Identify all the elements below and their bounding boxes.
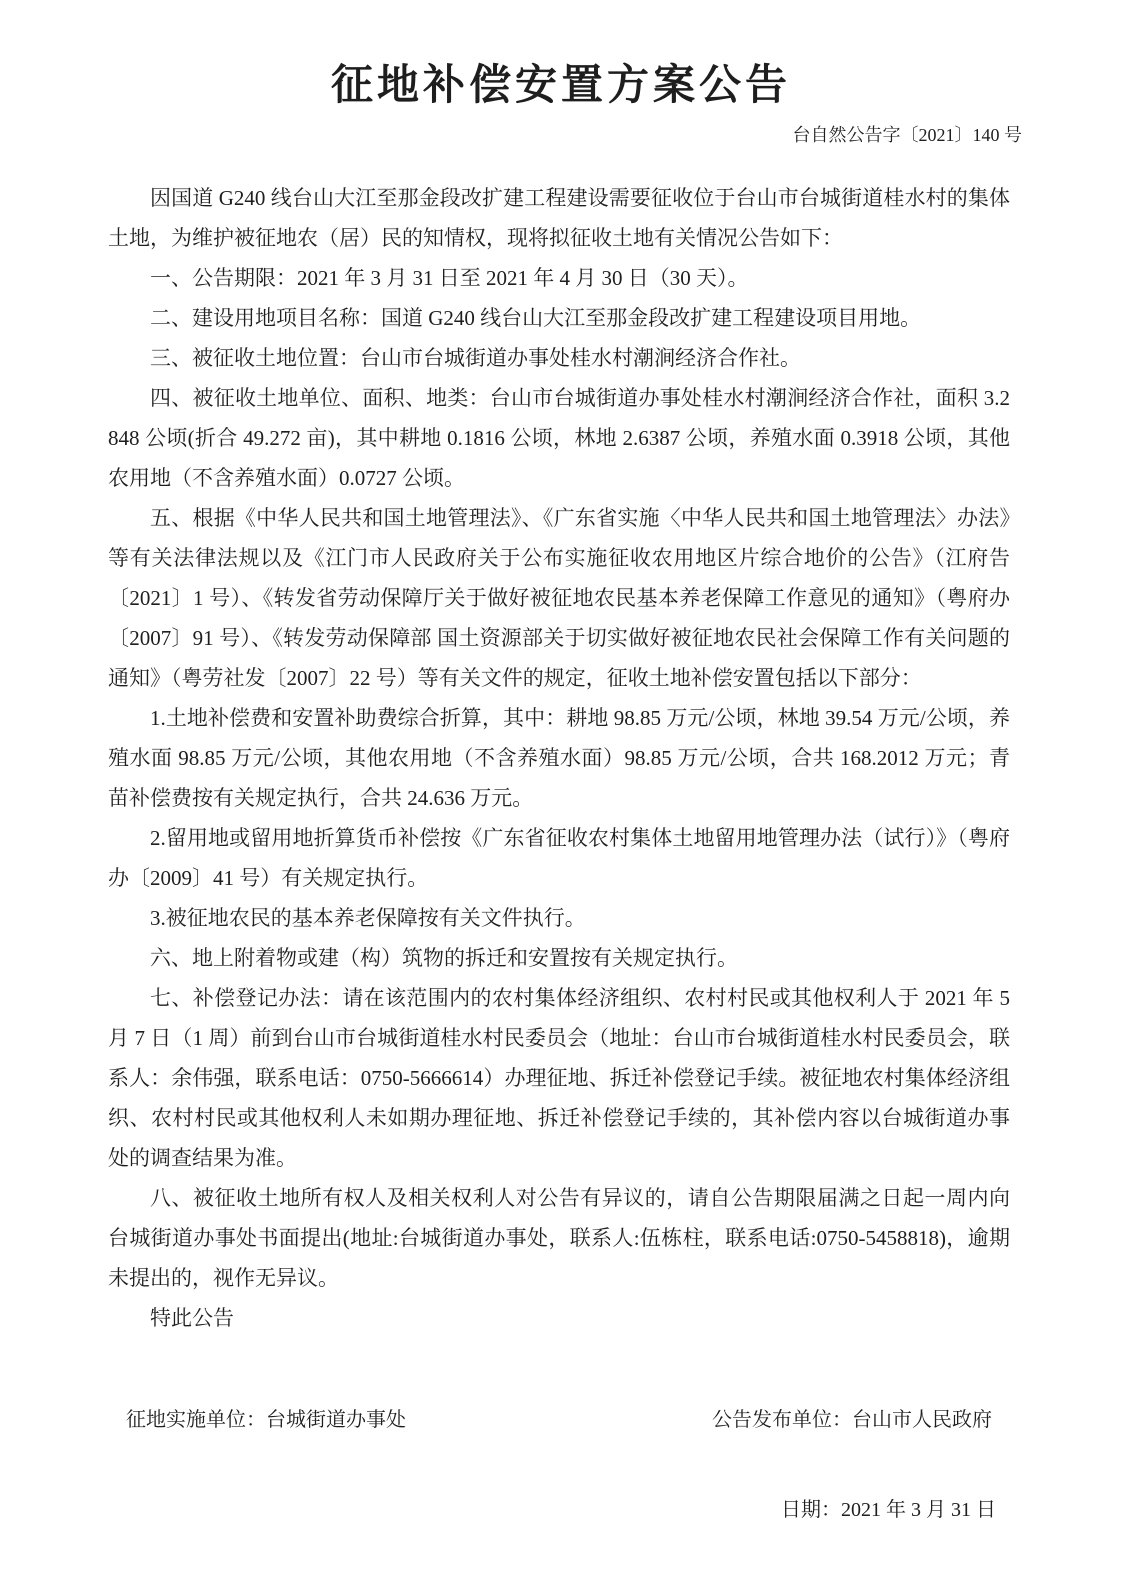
paragraph: 五、根据《中华人民共和国土地管理法》、《广东省实施〈中华人民共和国土地管理法〉办法》等有关法律法规以及《江门市人民政府关于公布实施征收农用地区片综合地价的公告》（江府告〔2021〕1 号）、《转发省劳动保障厅关于做好被征地农民基本养老保障工作意见的通知》（粤府办〔2007〕91 号）、《转发劳动保障部 国土资源部关于切实做好被征地农民社会保障工作有关问题的通知》（粤劳社发〔2007〕22 号）等有关文件的规定，征收土地补偿安置包括以下部分： — [108, 506, 1010, 690]
paragraph: 2.留用地或留用地折算货币补偿按《广东省征收农村集体土地留用地管理办法（试行）》（粤府办〔2009〕41 号）有关规定执行。 — [108, 826, 1010, 890]
paragraph: 3.被征地农民的基本养老保障按有关文件执行。 — [150, 906, 586, 930]
paragraph: 因国道 G240 线台山大江至那金段改扩建工程建设需要征收位于台山市台城街道桂水村的集体土地，为维护被征地农（居）民的知情权，现将拟征收土地有关情况公告如下： — [108, 186, 1010, 250]
issuing-unit-label: 公告发布单位：台山市人民政府 — [712, 1409, 992, 1431]
document-title: 征地补偿安置方案公告 — [330, 63, 791, 109]
date-line: 日期：2021 年 3 月 31 日 — [781, 1499, 996, 1521]
paragraph: 三、被征收土地位置：台山市台城街道办事处桂水村潮涧经济合作社。 — [150, 346, 801, 370]
paragraph: 四、被征收土地单位、面积、地类：台山市台城街道办事处桂水村潮涧经济合作社，面积 3.2848 公顷(折合 49.272 亩)，其中耕地 0.1816 公顷，林地 2.6387 公顷，养殖水面 0.3918 公顷，其他农用地（不含养殖水面）0.0727 公顷。 — [108, 386, 1010, 490]
paragraph: 特此公告 — [150, 1306, 234, 1330]
document-number: 台自然公告字〔2021〕140 号 — [792, 125, 1022, 145]
paragraph: 1.土地补偿费和安置补助费综合折算，其中：耕地 98.85 万元/公顷，林地 39.54 万元/公顷，养殖水面 98.85 万元/公顷，其他农用地（不含养殖水面）98.85 万元/公顷，合共 168.2012 万元；青苗补偿费按有关规定执行，合共 24.636 万元。 — [108, 706, 1010, 810]
paragraph: 八、被征收土地所有权人及相关权利人对公告有异议的，请自公告期限届满之日起一周内向台城街道办事处书面提出(地址:台城街道办事处，联系人:伍栋柱，联系电话:0750-5458818)，逾期未提出的，视作无异议。 — [108, 1186, 1010, 1290]
document-body — [108, 178, 1010, 1338]
paragraph: 六、地上附着物或建（构）筑物的拆迁和安置按有关规定执行。 — [150, 946, 738, 970]
paragraph: 二、建设用地项目名称：国道 G240 线台山大江至那金段改扩建工程建设项目用地。 — [150, 306, 922, 330]
paragraph: 七、补偿登记办法：请在该范围内的农村集体经济组织、农村村民或其他权利人于 2021 年 5 月 7 日（1 周）前到台山市台城街道桂水村民委员会（地址：台山市台城街道桂水村民委员会，联系人：余伟强，联系电话：0750-5666614）办理征地、拆迁补偿登记手续。被征地农村集体经济组织、农村村民或其他权利人未如期办理征地、拆迁补偿登记手续的，其补偿内容以台城街道办事处的调查结果为准。 — [108, 986, 1010, 1170]
implementing-unit-label: 征地实施单位：台城街道办事处 — [126, 1409, 406, 1431]
footer-units-row — [126, 1406, 992, 1434]
paragraph: 一、公告期限：2021 年 3 月 31 日至 2021 年 4 月 30 日（30 天）。 — [150, 266, 749, 290]
